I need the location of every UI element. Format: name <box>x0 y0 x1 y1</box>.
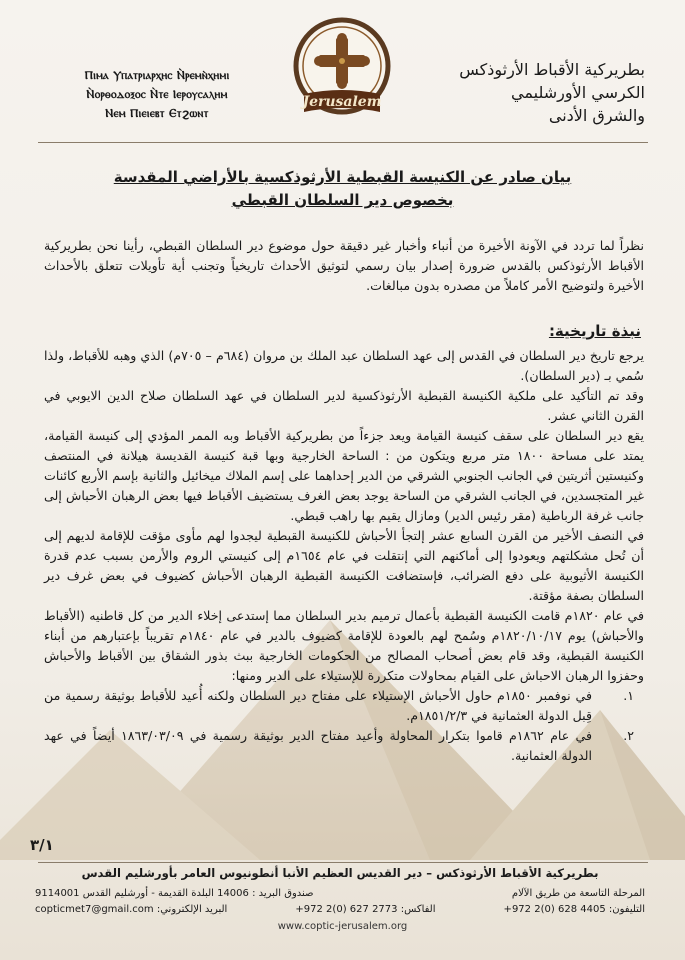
list-item <box>44 686 644 726</box>
history-paragraph: في عام ١٨٢٠م قامت الكنيسة القبطية بأعمال ترميم بدير السلطان مما إستدعى إخلاء الدير من كل قاطنيه (الأقباط والأحباش) يوم ١٨٢٠/١٠/١٧م وسُمح لهم بالعودة للإقامة كضيوف بالدير في عام ١٨٤٠م تقريباً بإعتبارهم من أبناء الكنيسة القبطية، وقد قام بعض أصحاب المصالح من الحكومات الخارجية ببث بذور الشقاق بين الأقباط والأحباش وحفزوا الرهبان الاحباش على القيام بمحاولات متكررة للإستيلاء على الدير ومنها: <box>44 608 644 683</box>
footer-email-label: البريد الإلكتروني: <box>156 904 228 915</box>
footer-address-line: بطريركية الأقباط الأرثوذكس – دير القديس العظيم الأنبا أنطونيوس العامر بأورشليم القدس <box>81 866 599 880</box>
statement-subtitle: بخصوص دير السلطان القبطي <box>231 191 454 209</box>
section-heading: نبذة تاريخية: <box>548 322 641 340</box>
list-item <box>44 726 644 766</box>
arabic-header <box>405 58 645 127</box>
footer-address-b: صندوق البريد : 14006 البلدة القديمة - أورشليم القدس 9114001 <box>35 888 314 899</box>
history-body <box>44 346 644 766</box>
list-text: في نوفمبر ١٨٥٠م حاول الأحباش الإستيلاء على مفتاح دير السلطان ولكنه أُعيد للأقباط بوثيقة رسمية من قِبل الدولة العثمانية في ١٨٥١/٢/٣م. <box>44 688 592 723</box>
events-list <box>44 686 644 766</box>
coptic-line: Ⲡⲓⲙⲁ Ⲩⲡⲁⲧⲣⲓⲁⲣⲭⲏⲥ Ⲛ̀ⲣⲉⲙⲛ̀ⲭⲏⲙⲓ <box>84 68 230 82</box>
footer-email-group <box>35 904 227 915</box>
intro-text: نظراً لما تردد في الآونة الأخيرة من أنباء وأخبار غير دقيقة حول موضوع دير السلطان القبطي، رأينا نحن بطريركية الأقباط الأرثوذكس بالقدس ضرورة إصدار بيان رسمي لتوثيق الأحداث تاريخياً وتجنب أية تأويلات تتعلق بالأحداث الأخيرة ولتوضيح الأمر كاملاً من مصدره بدون مبالغات. <box>44 238 644 293</box>
header-divider <box>38 142 648 143</box>
arabic-header-line: الكرسي الأورشليمي <box>511 83 645 102</box>
footer-postal <box>35 888 645 899</box>
footer-divider <box>38 862 648 863</box>
coptic-header <box>52 66 262 123</box>
footer-fax: الفاكس: 2773 627 (0)2 972+ <box>295 904 436 915</box>
intro-paragraph <box>44 236 644 296</box>
footer-email[interactable]: copticmet7@gmail.com <box>35 904 154 915</box>
history-paragraph: وقد تم التأكيد على ملكية الكنيسة القبطية الأرثوذكسية لدير السلطان في عهد السلطان صلاح الدين الايوبي في القرن الثاني عشر. <box>44 388 644 423</box>
list-number: ٢. <box>623 728 634 743</box>
arabic-header-line: بطريركية الأقباط الأرثوذكس <box>459 60 645 79</box>
arabic-header-line: والشرق الأدنى <box>548 106 645 125</box>
list-number: ١. <box>623 688 634 703</box>
logo-text: Jerusalem <box>302 94 382 110</box>
statement-title: بيان صادر عن الكنيسة القبطية الأرثوذكسية بالأراضي المقدسة <box>113 168 572 186</box>
history-paragraph: يرجع تاريخ دير السلطان في القدس إلى عهد السلطان عبد الملك بن مروان (٦٨٤م – ٧٠٥م) الذي وهبه للأقباط، ولذا سُمي بـ (دير السلطان). <box>44 348 644 383</box>
footer-website[interactable]: www.coptic-jerusalem.org <box>277 921 408 932</box>
coptic-line: Ⲛ̀ⲟⲣⲑⲟⲇⲟⲝⲟⲥ Ⲛ̀ⲧⲉ Ⲓⲉⲣⲟⲩⲥⲁⲗⲏⲙ <box>86 87 228 101</box>
footer-phone: التليفون: 4405 628 (0)2 972+ <box>503 904 645 915</box>
footer-address-a: المرحلة التاسعة من طريق الآلام <box>511 888 645 899</box>
list-text: في عام ١٨٦٢م قاموا بتكرار المحاولة وأعيد مفتاح الدير بوثيقة رسمية في ١٨٦٣/٠٣/٠٩ أيضاً في عهد الدولة العثمانية. <box>44 728 592 763</box>
footer-contacts <box>35 904 645 915</box>
history-paragraph: يقع دير السلطان على سقف كنيسة القيامة ويعد جزءاً من بطريركية الأقباط وبه الممر المؤدي إلى كنيسة القيامة، يمتد على مساحة ١٨٠٠ متر مربع ويتكون من : الساحة الخارجية وبها قبة كنيسة القديسة هيلانة في المنتصف وكنيستين أثريتين في الجانب الجنوبي الشرقي من الدير إحداهما على إسم الملاك ميخائيل والثانية بإسم الأربع كائنات غير المتجسدين، في الجانب الشرقي من الساحة يوجد بعض الغرف يستضيف الأقباط فيها بعض الرهبان الأحباش إلى جانب غرفة الرباطية (مقر رئيس الدير) ومازال يقيم بها راهب قبطي. <box>44 428 644 523</box>
page-number: ٣/١ <box>30 836 54 854</box>
patriarchate-logo <box>284 14 400 130</box>
coptic-line: Ⲛⲉⲙ Ⲡⲓⲉⲓⲉⲃⲧ Ⲉⲧϩⲱⲛⲧ <box>105 106 209 120</box>
history-paragraph: في النصف الأخير من القرن السابع عشر إلتجأ الأحباش للكنيسة القبطية ليجدوا لهم مأوى مؤقت للإقامة لديهم إلى أن تُحل مشكلتهم ويعودوا إلى أماكنهم التي إنتقلت في عام ١٦٥٤م إلى كنيستي الروم والأرمن بسبب عدم قدرة الكنيسة الأثيوبية على دفع الضرائب، فإستضافت الكنيسة القبطية الرهبان الأحباش كضيوف في بعض غرف دير السلطان بصفة مؤقتة. <box>44 528 644 603</box>
